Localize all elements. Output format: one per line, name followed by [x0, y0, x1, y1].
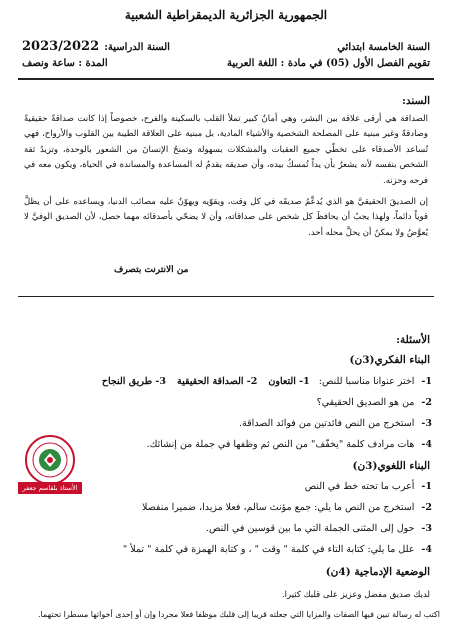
school-year-value: 2023/2022 [22, 39, 100, 54]
part1-q1-option-2: 2- الصداقة الحقيقية [177, 376, 258, 387]
part2-q2-number: 2- [421, 502, 432, 513]
part1-q3-number: 3- [421, 418, 432, 429]
school-year-label: السنة الدراسية: [104, 42, 170, 53]
part3-line-2: اكتب له رسالة تبين فيها الصفات والمزايا التي جعلته قريبا إلى قلبك موظفا فعلا مجردا وإن أو إحدى أخواتها مسطرا تحتهما. [37, 610, 440, 619]
part2-q1-text: أعرب ما تحته خط في النص [304, 481, 415, 492]
part2-q1-number: 1- [421, 481, 432, 492]
questions-heading: الأسئلة: [396, 334, 430, 346]
part2-q4 [123, 544, 432, 555]
part2-q4-text: علل ما يلي: كتابة التاء في كلمة " وقت " ، و كتابة الهمزة في كلمة " تملأ " [122, 544, 415, 555]
part1-q2 [317, 397, 432, 408]
part3-title: الوضعية الإدماجية (4ن) [325, 566, 430, 578]
part2-q1 [305, 481, 432, 492]
text-paragraph-1: الصداقة هي أرقى علاقة بين البشر، وهي أمانٌ كبير تملأ القلب بالسكينة والفرح، خصوصاً إذا كانت صداقةً حقيقيةً وصادقةً وغير مبنية على المصلحة الشخصية والأشياء المادية، بل مبنية على العلاقة الطيبة بين القلوب والأرواح، فهي تُساعد الأصدقاء على تخطّي جميع العقبات والمشكلات بسهولة وتمنحُ الإنسانَ من الشعور بالوحدة، وتزيدُ ثقة الشخص بنفسه لأنه يشعرُ بأن يداً تُمسكُ بيده، وأن صديقه يقدمُ له المساعدة والمساندة في الحياة، ويكون معه في فرحه وحزنه. [24, 114, 428, 186]
part1-q2-text: من هو الصديق الحقيقي؟ [316, 397, 415, 408]
school-stamp [18, 434, 82, 486]
stamp-label: الأستاذ بلقاسم جعفر [18, 482, 82, 494]
header-row-1 [22, 35, 430, 54]
part1-q4-number: 4- [421, 439, 432, 450]
grade-label: السنة الخامسة ابتدائي [337, 42, 430, 53]
stamp-center-dot [47, 457, 53, 463]
part1-q1-text: اختر عنوانا مناسبا للنص: [318, 376, 415, 387]
text-source: من الانترنت بتصرف [114, 265, 189, 275]
part2-q3-number: 3- [421, 523, 432, 534]
part2-q3 [206, 523, 432, 534]
part1-q3 [239, 418, 432, 429]
part1-q1 [102, 376, 432, 387]
part1-q2-number: 2- [421, 397, 432, 408]
part1-q1-number: 1- [421, 376, 432, 387]
part2-q2-text: استخرج من النص ما يلي: جمع مؤنث سالم، فعلا مزيدا، ضميرا منفصلا [141, 502, 415, 513]
part1-q4 [147, 439, 432, 450]
part1-title: البناء الفكري(3ن) [349, 354, 430, 366]
part1-q1-option-1: 1- التعاون [268, 376, 310, 387]
exam-title: تقويم الفصل الأول (05) في مادة : اللغة العربية [227, 58, 430, 69]
header-row-2 [22, 58, 430, 69]
section-divider [18, 296, 434, 297]
part1-q4-text: هات مرادف كلمة "يخفّف" من النص ثم وظفها في جملة من إنشائك. [146, 439, 415, 450]
text-paragraph-2: إن الصديقَ الحقيقيَّ هو الذي يُدعِّمُ صديقَه في كل وقت، ويقوّيه ويهوّنُ عليه مصائب الدنيا، ويساعده على أن يظلَّ قوياً دائماً، ولهذا يجبُ أن يحافظَ كل شخص على صداقاته، وأن لا يضحّي بأصدقائه مهما حصل، لأن الصديق الوفيَّ لا يُعوَّضُ ولا يمكنُ أن يحلَّ محله أحد. [24, 197, 428, 238]
text-heading: السند: [401, 95, 430, 107]
part2-q2 [142, 502, 432, 513]
part1-q1-option-3: 3- طريق النجاح [101, 376, 167, 387]
school-year [22, 35, 170, 54]
duration: المدة : ساعة ونصف [22, 58, 108, 69]
republic-title: الجمهورية الجزائرية الديمقراطية الشعبية [124, 8, 328, 22]
header-divider [18, 78, 434, 80]
part2-q3-text: حول إلى المثنى الجملة التي ما بين قوسين في النص. [205, 523, 415, 534]
part2-q4-number: 4- [421, 544, 432, 555]
part3-line-1: لديك صديق مفضل وعزيز على قلبك كثيرا. [281, 590, 430, 600]
part1-q3-text: استخرج من النص فائدتين من فوائد الصداقة. [239, 418, 415, 429]
part2-title: البناء اللغوي(3ن) [352, 460, 430, 472]
